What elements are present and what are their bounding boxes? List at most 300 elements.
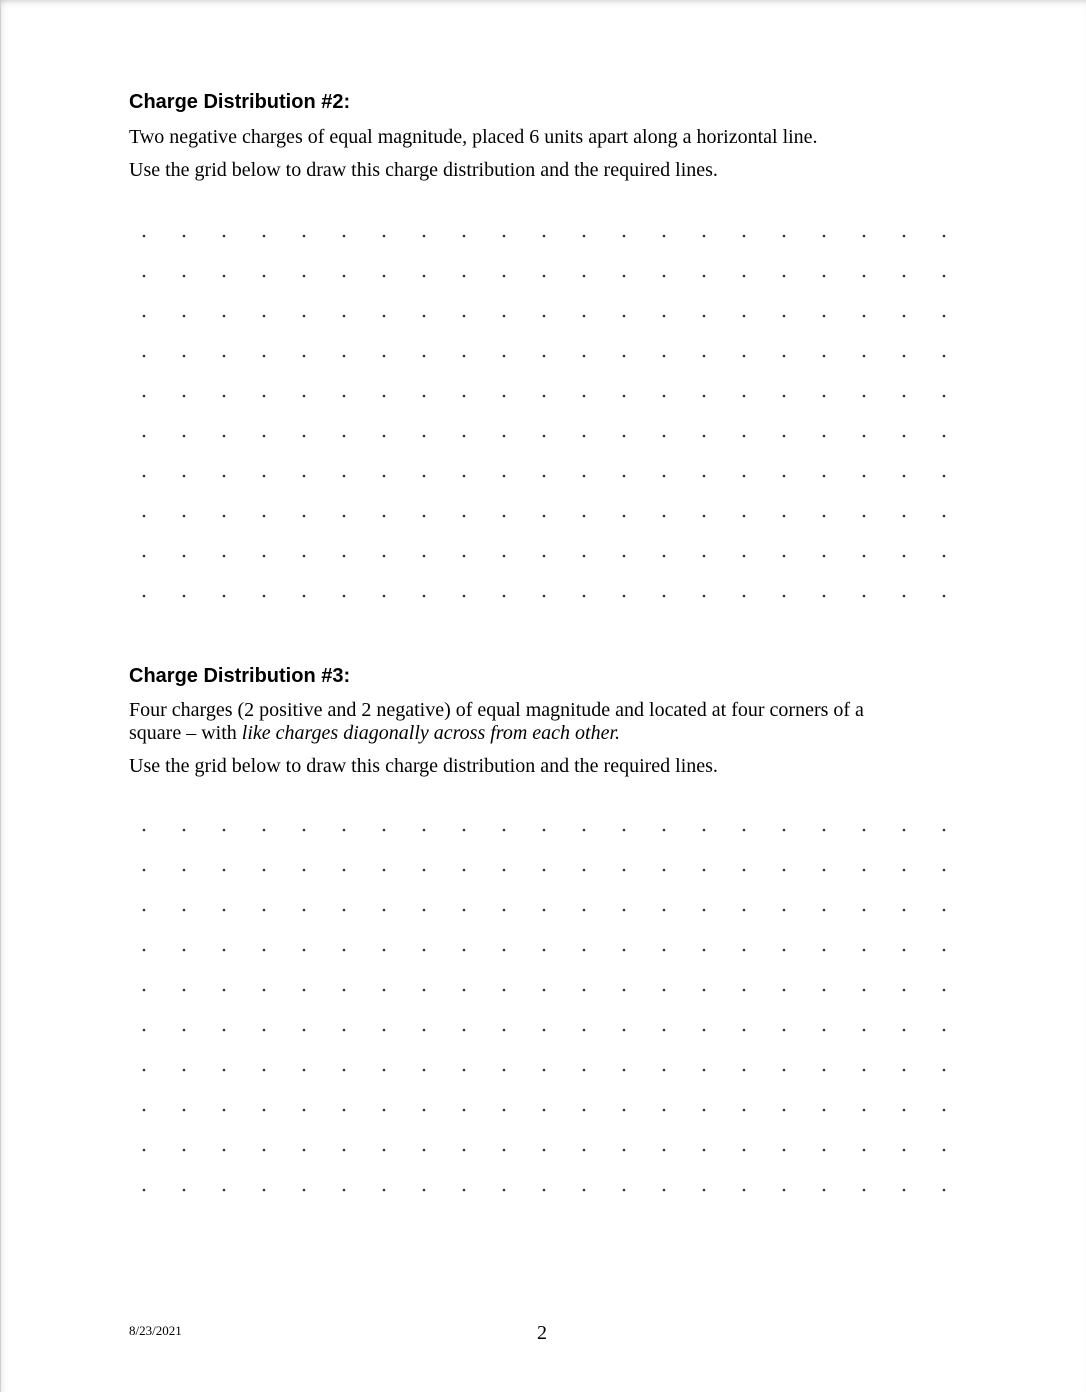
grid-dot (343, 435, 346, 438)
grid-dot (863, 475, 866, 478)
grid-dot (623, 595, 626, 598)
grid-dot (703, 949, 706, 952)
grid-dot (583, 1109, 586, 1112)
dot-grid-section-3[interactable] (131, 822, 961, 1202)
grid-dot (703, 275, 706, 278)
grid-dot (263, 435, 266, 438)
grid-dot (743, 275, 746, 278)
grid-dot (183, 235, 186, 238)
grid-dot (863, 1109, 866, 1112)
grid-dot (863, 1029, 866, 1032)
grid-dot (303, 435, 306, 438)
grid-dot (903, 395, 906, 398)
grid-dot (823, 435, 826, 438)
grid-dot (543, 829, 546, 832)
section-3-description-italic: like charges diagonally across from each other. (241, 722, 621, 744)
grid-dot (503, 1069, 506, 1072)
grid-dot (383, 395, 386, 398)
grid-dot (823, 595, 826, 598)
grid-dot (183, 829, 186, 832)
grid-dot (743, 949, 746, 952)
grid-dot (503, 435, 506, 438)
grid-dot (263, 1069, 266, 1072)
grid-dot (503, 475, 506, 478)
grid-dot (823, 1069, 826, 1072)
grid-dot (223, 1149, 226, 1152)
grid-dot (823, 989, 826, 992)
grid-dot (783, 909, 786, 912)
grid-dot (863, 315, 866, 318)
grid-dot (783, 355, 786, 358)
grid-dot (583, 1149, 586, 1152)
grid-dot (223, 315, 226, 318)
grid-dot (223, 1029, 226, 1032)
grid-dot (183, 395, 186, 398)
grid-dot (783, 1149, 786, 1152)
grid-dot (903, 949, 906, 952)
section-3-instruction: Use the grid below to draw this charge distribution and the required lines. (129, 755, 718, 777)
grid-dot (703, 515, 706, 518)
grid-dot (943, 475, 946, 478)
grid-dot (583, 909, 586, 912)
grid-dot (143, 395, 146, 398)
grid-dot (263, 595, 266, 598)
grid-dot (863, 949, 866, 952)
grid-dot (223, 1109, 226, 1112)
grid-dot (183, 949, 186, 952)
grid-dot (703, 475, 706, 478)
grid-dot (863, 909, 866, 912)
grid-dot (383, 1029, 386, 1032)
grid-dot (543, 315, 546, 318)
grid-dot (343, 275, 346, 278)
grid-dot (463, 515, 466, 518)
grid-dot (183, 475, 186, 478)
grid-dot (823, 1029, 826, 1032)
grid-dot (503, 829, 506, 832)
grid-dot (183, 1109, 186, 1112)
grid-dot (743, 395, 746, 398)
grid-dot (383, 949, 386, 952)
grid-dot (903, 595, 906, 598)
grid-dot (503, 989, 506, 992)
grid-dot (863, 829, 866, 832)
grid-dot (143, 315, 146, 318)
grid-dot (543, 435, 546, 438)
grid-dot (943, 235, 946, 238)
grid-dot (903, 1189, 906, 1192)
grid-dot (663, 355, 666, 358)
grid-dot (583, 315, 586, 318)
grid-dot (903, 435, 906, 438)
grid-dot (783, 1069, 786, 1072)
grid-dot (183, 989, 186, 992)
grid-dot (863, 869, 866, 872)
grid-dot (423, 1029, 426, 1032)
grid-dot (183, 515, 186, 518)
grid-dot (823, 475, 826, 478)
grid-dot (863, 275, 866, 278)
grid-dot (303, 909, 306, 912)
grid-dot (463, 1029, 466, 1032)
grid-dot (423, 435, 426, 438)
grid-dot (743, 595, 746, 598)
grid-dot (663, 315, 666, 318)
grid-dot (903, 275, 906, 278)
grid-dot (863, 515, 866, 518)
section-3-heading: Charge Distribution #3: (129, 665, 351, 687)
grid-dot (423, 1109, 426, 1112)
grid-dot (263, 1029, 266, 1032)
grid-dot (143, 1029, 146, 1032)
grid-dot (583, 1189, 586, 1192)
grid-dot (823, 949, 826, 952)
grid-dot (663, 595, 666, 598)
grid-dot (623, 1029, 626, 1032)
grid-dot (903, 475, 906, 478)
grid-dot (583, 1069, 586, 1072)
grid-dot (503, 1109, 506, 1112)
grid-dot (663, 829, 666, 832)
grid-dot (343, 475, 346, 478)
grid-dot (263, 909, 266, 912)
grid-dot (223, 1189, 226, 1192)
grid-dot (583, 829, 586, 832)
grid-dot (423, 395, 426, 398)
grid-dot (903, 515, 906, 518)
grid-dot (703, 869, 706, 872)
grid-dot (383, 1189, 386, 1192)
grid-dot (143, 235, 146, 238)
grid-dot (503, 515, 506, 518)
grid-dot (783, 275, 786, 278)
grid-dot (903, 555, 906, 558)
grid-dot (263, 475, 266, 478)
grid-dot (303, 1189, 306, 1192)
grid-dot (383, 315, 386, 318)
grid-dot (383, 989, 386, 992)
grid-dot (583, 949, 586, 952)
grid-dot (783, 235, 786, 238)
grid-dot (623, 1109, 626, 1112)
grid-dot (783, 315, 786, 318)
grid-dot (783, 829, 786, 832)
grid-dot (343, 1189, 346, 1192)
grid-dot (143, 435, 146, 438)
grid-dot (303, 829, 306, 832)
grid-dot (943, 315, 946, 318)
grid-dot (463, 869, 466, 872)
grid-dot (943, 1029, 946, 1032)
grid-dot (463, 909, 466, 912)
grid-dot (503, 1189, 506, 1192)
grid-dot (663, 909, 666, 912)
grid-dot (743, 1029, 746, 1032)
grid-dot (263, 275, 266, 278)
section-2-description: Two negative charges of equal magnitude, placed 6 units apart along a horizontal line. (129, 126, 818, 148)
grid-dot (303, 275, 306, 278)
grid-dot (863, 435, 866, 438)
grid-dot (343, 395, 346, 398)
grid-dot (343, 869, 346, 872)
grid-dot (343, 829, 346, 832)
grid-dot (743, 475, 746, 478)
grid-dot (143, 475, 146, 478)
grid-dot (223, 395, 226, 398)
grid-dot (423, 1069, 426, 1072)
grid-dot (543, 949, 546, 952)
grid-dot (263, 235, 266, 238)
grid-dot (623, 909, 626, 912)
grid-dot (143, 595, 146, 598)
grid-dot (583, 475, 586, 478)
grid-dot (183, 1189, 186, 1192)
grid-dot (823, 315, 826, 318)
grid-dot (263, 829, 266, 832)
grid-dot (383, 235, 386, 238)
grid-dot (743, 989, 746, 992)
grid-dot (383, 1109, 386, 1112)
grid-dot (463, 989, 466, 992)
grid-dot (783, 989, 786, 992)
grid-dot (863, 989, 866, 992)
grid-dot (623, 989, 626, 992)
grid-dot (583, 989, 586, 992)
grid-dot (383, 435, 386, 438)
grid-dot (503, 555, 506, 558)
grid-dot (423, 949, 426, 952)
grid-dot (743, 315, 746, 318)
grid-dot (303, 555, 306, 558)
grid-dot (823, 355, 826, 358)
dot-grid-section-2[interactable] (131, 228, 961, 608)
grid-dot (663, 435, 666, 438)
grid-dot (223, 869, 226, 872)
grid-dot (223, 235, 226, 238)
grid-dot (263, 315, 266, 318)
grid-dot (263, 1109, 266, 1112)
grid-dot (143, 1109, 146, 1112)
grid-dot (263, 395, 266, 398)
grid-dot (663, 275, 666, 278)
grid-dot (263, 355, 266, 358)
grid-dot (263, 555, 266, 558)
grid-dot (743, 1109, 746, 1112)
grid-dot (543, 909, 546, 912)
grid-dot (543, 1149, 546, 1152)
grid-dot (383, 355, 386, 358)
grid-dot (583, 235, 586, 238)
grid-dot (543, 515, 546, 518)
grid-dot (303, 315, 306, 318)
grid-dot (383, 595, 386, 598)
grid-dot (823, 235, 826, 238)
grid-dot (943, 395, 946, 398)
grid-dot (903, 1029, 906, 1032)
grid-dot (383, 869, 386, 872)
grid-dot (943, 355, 946, 358)
grid-dot (463, 395, 466, 398)
grid-dot (703, 1109, 706, 1112)
grid-dot (383, 515, 386, 518)
grid-dot (863, 355, 866, 358)
grid-dot (783, 475, 786, 478)
grid-dot (583, 869, 586, 872)
grid-dot (903, 1109, 906, 1112)
page-number: 2 (537, 1322, 547, 1344)
grid-dot (903, 909, 906, 912)
grid-dot (223, 829, 226, 832)
grid-dot (623, 555, 626, 558)
grid-dot (503, 949, 506, 952)
grid-dot (143, 909, 146, 912)
grid-dot (743, 1149, 746, 1152)
grid-dot (703, 1189, 706, 1192)
grid-dot (543, 355, 546, 358)
grid-dot (943, 595, 946, 598)
grid-dot (943, 1149, 946, 1152)
grid-dot (143, 989, 146, 992)
grid-dot (663, 1149, 666, 1152)
grid-dot (743, 435, 746, 438)
grid-dot (783, 435, 786, 438)
grid-dot (623, 435, 626, 438)
grid-dot (463, 829, 466, 832)
grid-dot (383, 1069, 386, 1072)
grid-dot (303, 1149, 306, 1152)
grid-dot (703, 909, 706, 912)
grid-dot (303, 949, 306, 952)
grid-dot (943, 1109, 946, 1112)
grid-dot (463, 355, 466, 358)
grid-dot (303, 989, 306, 992)
grid-dot (143, 515, 146, 518)
grid-dot (343, 595, 346, 598)
grid-dot (903, 829, 906, 832)
grid-dot (583, 395, 586, 398)
grid-dot (343, 949, 346, 952)
grid-dot (703, 315, 706, 318)
grid-dot (703, 555, 706, 558)
grid-dot (583, 555, 586, 558)
grid-dot (663, 989, 666, 992)
grid-dot (863, 555, 866, 558)
grid-dot (783, 555, 786, 558)
grid-dot (343, 1029, 346, 1032)
grid-dot (343, 315, 346, 318)
grid-dot (903, 989, 906, 992)
grid-dot (743, 1189, 746, 1192)
grid-dot (423, 1149, 426, 1152)
grid-dot (463, 315, 466, 318)
grid-dot (623, 515, 626, 518)
grid-dot (503, 315, 506, 318)
grid-dot (943, 435, 946, 438)
grid-dot (223, 435, 226, 438)
grid-dot (823, 1109, 826, 1112)
grid-dot (663, 235, 666, 238)
grid-dot (183, 1149, 186, 1152)
grid-dot (703, 1069, 706, 1072)
grid-dot (543, 555, 546, 558)
grid-dot (343, 355, 346, 358)
grid-dot (823, 515, 826, 518)
grid-dot (543, 275, 546, 278)
grid-dot (863, 395, 866, 398)
grid-dot (303, 1069, 306, 1072)
grid-dot (543, 595, 546, 598)
grid-dot (543, 475, 546, 478)
grid-dot (583, 435, 586, 438)
grid-dot (303, 869, 306, 872)
grid-dot (943, 869, 946, 872)
grid-dot (263, 869, 266, 872)
grid-dot (183, 355, 186, 358)
grid-dot (303, 515, 306, 518)
grid-dot (463, 1109, 466, 1112)
grid-dot (823, 869, 826, 872)
grid-dot (543, 235, 546, 238)
grid-dot (223, 475, 226, 478)
grid-dot (463, 1189, 466, 1192)
grid-dot (343, 909, 346, 912)
grid-dot (623, 1189, 626, 1192)
grid-dot (783, 395, 786, 398)
grid-dot (823, 1149, 826, 1152)
grid-dot (143, 275, 146, 278)
grid-dot (303, 475, 306, 478)
grid-dot (143, 949, 146, 952)
grid-dot (663, 555, 666, 558)
grid-dot (583, 515, 586, 518)
grid-dot (183, 1069, 186, 1072)
grid-dot (943, 1189, 946, 1192)
grid-dot (463, 435, 466, 438)
grid-dot (543, 1109, 546, 1112)
grid-dot (423, 909, 426, 912)
grid-dot (223, 555, 226, 558)
grid-dot (703, 829, 706, 832)
grid-dot (143, 829, 146, 832)
grid-dot (663, 949, 666, 952)
grid-dot (863, 1149, 866, 1152)
grid-dot (783, 949, 786, 952)
grid-dot (423, 595, 426, 598)
grid-dot (823, 395, 826, 398)
grid-dot (743, 555, 746, 558)
grid-dot (383, 475, 386, 478)
grid-dot (663, 1029, 666, 1032)
grid-dot (383, 909, 386, 912)
section-2-instruction: Use the grid below to draw this charge distribution and the required lines. (129, 159, 718, 181)
grid-dot (743, 1069, 746, 1072)
grid-dot (623, 1069, 626, 1072)
grid-dot (423, 1189, 426, 1192)
grid-dot (743, 869, 746, 872)
grid-dot (183, 595, 186, 598)
grid-dot (423, 355, 426, 358)
grid-dot (783, 1109, 786, 1112)
grid-dot (663, 869, 666, 872)
grid-dot (223, 1069, 226, 1072)
grid-dot (663, 1109, 666, 1112)
grid-dot (863, 1069, 866, 1072)
grid-dot (503, 1149, 506, 1152)
grid-dot (423, 829, 426, 832)
grid-dot (383, 1149, 386, 1152)
grid-dot (343, 515, 346, 518)
grid-dot (503, 869, 506, 872)
